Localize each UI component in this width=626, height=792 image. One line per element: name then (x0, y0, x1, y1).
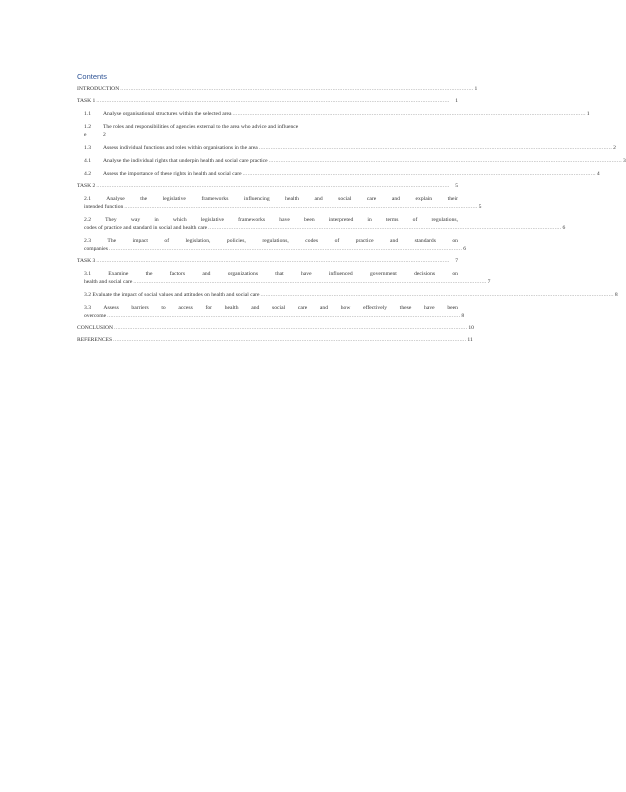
toc-entry-task-1[interactable] (77, 97, 458, 105)
toc-leader-dots: ................................................................................................................................................................................................................ (96, 183, 450, 189)
toc-page-number: 7 (455, 258, 458, 264)
toc-leader-dots: ................................................................................................................................................................................................................ (114, 325, 468, 331)
toc-entry-3-2[interactable] (84, 291, 618, 299)
toc-page-number: 5 (455, 183, 458, 189)
toc-leader-dots: ................................................................................................................................................................................................................ (120, 86, 474, 92)
toc-page-number: 4 (596, 171, 600, 177)
toc-page-number: 8 (461, 313, 465, 319)
toc-entry-3-3[interactable] (84, 304, 465, 320)
toc-page-number: 3 (622, 158, 626, 164)
toc-entry-label: 2.1 Analyse the legislative frameworks influencing health and social care and explain their (84, 196, 458, 202)
toc-entry-label: Assess individual functions and roles within organisations in the area (103, 145, 258, 151)
toc-entry-label: TASK 2 (77, 183, 96, 189)
toc-entry-label-cont: overcome (84, 313, 107, 319)
toc-entry-label: CONCLUSION (77, 325, 114, 331)
toc-page-number: 6 (463, 246, 466, 252)
toc-page-number: 11 (467, 337, 473, 343)
toc-entry-label-cont: companies (84, 246, 108, 252)
toc-entry-overflow: e (84, 132, 87, 138)
toc-leader-dots: ................................................................................................................................................................................................................ (113, 337, 467, 343)
toc-leader-dots: ................................................................................................................................................................................................................ (108, 246, 463, 252)
toc-leader-dots: ................................................................................................................................................................................................................ (260, 292, 614, 298)
toc-entry-label: TASK 1 (77, 98, 96, 104)
toc-entry-task-3[interactable] (77, 257, 458, 265)
toc-entry-number: 4.2 (84, 171, 91, 177)
toc-entry-number: 4.1 (84, 158, 91, 164)
toc-page-number: 1 (586, 111, 590, 117)
toc-entry-4-2[interactable] (84, 170, 600, 178)
toc-entry-2-3[interactable] (84, 237, 466, 253)
toc-page-number: 6 (562, 225, 566, 231)
toc-entry-label: 2.3 The impact of legislation, policies, regulations, codes of practice and standards on (84, 238, 458, 244)
toc-entry-label: INTRODUCTION (77, 86, 120, 92)
toc-entry-1-3[interactable] (84, 144, 616, 152)
toc-leader-dots: ................................................................................................................................................................................................................ (232, 111, 586, 117)
toc-entry-number: 1.3 (84, 145, 91, 151)
toc-title: Contents (77, 72, 108, 81)
toc-entry-label: 2.2 They way in which legislative frameworks have been interpreted in terms of regulations, (84, 217, 458, 223)
toc-leader-dots: ................................................................................................................................................................................................................ (268, 158, 622, 164)
toc-entry-label-cont: health and social care (84, 279, 133, 285)
toc-entry-task-2[interactable] (77, 182, 458, 190)
toc-page-number: 8 (614, 292, 618, 298)
toc-entry-label: The roles and responsibilities of agencies external to the area who advice and influence (103, 124, 299, 130)
toc-leader-dots: ................................................................................................................................................................................................................ (96, 98, 450, 104)
toc-entry-3-1[interactable] (84, 270, 491, 286)
toc-entry-conclusion[interactable] (77, 324, 474, 332)
toc-leader-dots: ................................................................................................................................................................................................................ (208, 225, 562, 231)
toc-entry-1-1[interactable] (84, 110, 590, 118)
toc-entry-label-cont: intended function (84, 204, 124, 210)
toc-entry-number: 1.1 (84, 111, 91, 117)
toc-leader-dots: ................................................................................................................................................................................................................ (242, 171, 596, 177)
toc-entry-introduction[interactable] (77, 85, 478, 93)
toc-entry-references[interactable] (77, 336, 473, 344)
toc-entry-2-2[interactable] (84, 216, 566, 232)
toc-page-number: 10 (468, 325, 474, 331)
toc-entry-2-1[interactable] (84, 195, 482, 211)
toc-leader-dots: ................................................................................................................................................................................................................ (258, 145, 613, 151)
toc-page-number: 5 (478, 204, 482, 210)
toc-leader-dots: ................................................................................................................................................................................................................ (124, 204, 478, 210)
table-of-contents (77, 72, 626, 344)
toc-page-number: 1 (474, 86, 478, 92)
toc-entry-label: 3.3 Assess barriers to access for health and social care and how effectively these have been (84, 305, 458, 311)
toc-page-number: 2 (613, 145, 616, 151)
toc-entry-label: 3.2 Evaluate the impact of social values and attitudes on health and social care (84, 292, 260, 298)
toc-leader-dots: ................................................................................................................................................................................................................ (96, 258, 450, 264)
toc-leader-dots: ................................................................................................................................................................................................................ (107, 313, 461, 319)
toc-page-number: 1 (455, 98, 458, 104)
toc-page-number: 2 (103, 132, 106, 138)
toc-leader-dots: ................................................................................................................................................................................................................ (133, 279, 487, 285)
toc-entry-4-1[interactable] (84, 157, 626, 165)
toc-entry-label: 3.1 Examine the factors and organizations that have influenced government decisions on (84, 271, 458, 277)
toc-entry-label: Assess the importance of these rights in health and social care (103, 171, 242, 177)
toc-entry-label: REFERENCES (77, 337, 113, 343)
toc-entry-1-2[interactable] (84, 123, 458, 139)
toc-entry-label-cont: codes of practice and standard in social and health care (84, 225, 208, 231)
toc-entry-label: Analyse the individual rights that underpin health and social care practice (103, 158, 268, 164)
toc-entry-label: Analyse organisational structures within the selected area (103, 111, 232, 117)
toc-page-number: 7 (487, 279, 491, 285)
toc-entry-number: 1.2 (84, 124, 91, 130)
toc-entry-label: TASK 3 (77, 258, 96, 264)
